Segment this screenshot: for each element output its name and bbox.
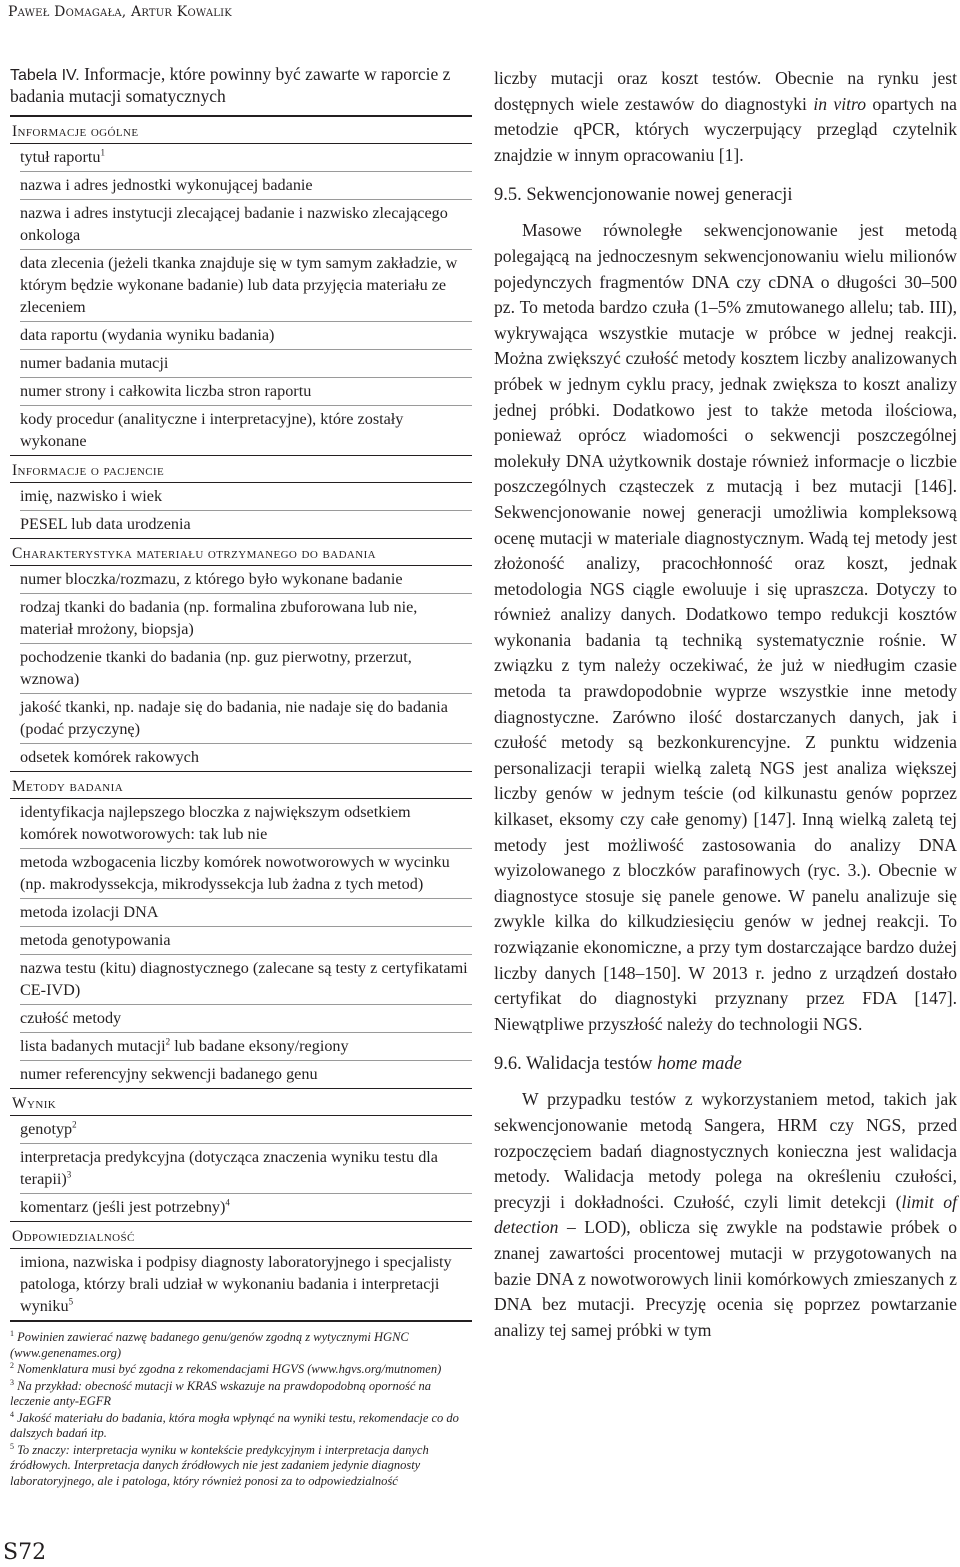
- table-caption-text: Informacje, które powinny być zawarte w raporcie z badania mutacji somatycznych: [10, 64, 451, 106]
- paragraph-ngs: Masowe równoległe sekwencjonowanie jest metodą polegającą na jednoczesnym sekwencjonowaniu wielu milionów pojedynczych fragmentów DNA czy cDNA o długości 30–500 pz. To metoda bardzo czuła (1–5% zmutowanego allelu; tab. III), wykrywająca wszystkie mutacje w próbce w jednej reakcji. Można zwiększyć czułość metody kosztem liczby analizowanych próbek w jednym cyklu pracy, jednak zwiększa to koszt analizy jednej próbki. Dodatkowo jest to także metoda ilościowa, ponieważ oprócz wiadomości o sekwencji poszczególnej molekuły DNA użytkownik dostaje również informacje o liczbie poszczególnych cząsteczek z mutacją i bez mutacji [146]. Sekwencjonowanie nowej generacji umożliwia kompleksową ocenę mutacji w materiale diagnostycznym. Wadą tej metody jest złożoność analizy, pracochłonność oraz koszt, jednak metodologia NGS ciągle ewoluuje i się upraszcza. Dotyczy to również analizy danych. Dodatkowo tempo redukcji kosztów wykonania badania tą techniką systematycznie rośnie. W związku z tym należy oczekiwać, że już w niedługim czasie metoda ta prawdopodobnie wyprze wszystkie inne metody diagnostyczne. Zarówno ilość dostarczanych danych, jak i czułość metody są bezkonkurencyjne. Z punktu widzenia personalizacji terapii wielką zaletą NGS jest analiza większej liczby genów w jednym teście (od kilkunastu genów poprzez kilkaset, eksomy czy całe genomy) [147]. Inną wielką zaletą tej metody jest możliwość zastosowania do analizy DNA wyizolowanego z bloczków parafinowych (ryc. 3.). Obecnie w diagnostyce stosuje się panele genowe. W panelu analizuje się zwykle kilka do kilkudziesięciu genów w jednej reakcji. To rozwiązanie ekonomiczne, a przy tym dostarczające bardzo dużej liczby danych [148–150]. W 2013 r. jedno z urządzeń dostało certyfikat do diagnostyki przyznany przez FDA [147]. Niewątpliwe przyszłość należy do technologii NGS.: [494, 220, 957, 1034]
- table-section-heading: Wynik: [12, 1095, 57, 1112]
- table-row: metoda izolacji DNA: [20, 899, 472, 927]
- paragraph-intro-text-b: opartych na metodzie qPCR, których wyczerpujący przegląd czytelnik znajdzie w innym opracowaniu [1].: [494, 93, 957, 165]
- footnote: $^3$ Na przykład: obecność mutacji w KRAS wskazuje na prawdopodobną oporność na leczenie anty-EGFR: [10, 1377, 431, 1408]
- paragraph-intro-text-a: liczby mutacji oraz koszt testów. Obecnie na rynku jest dostępnych wiele zestawów do diagnostyki: [494, 68, 957, 114]
- table-row: nazwa i adres instytucji zlecającej badanie i nazwisko zlecającego onkologa: [20, 200, 472, 250]
- section-heading-validation-text: 9.6. Walidacja testów: [494, 1054, 658, 1075]
- paragraph-intro-italic: in vitro: [813, 93, 867, 114]
- section-heading-validation-italic: home made: [657, 1054, 742, 1075]
- table-row: nazwa i adres jednostki wykonującej badanie: [20, 172, 472, 200]
- table-row: numer badania mutacji: [20, 350, 472, 378]
- paragraph-validation-text-a: W przypadku testów z wykorzystaniem metod, takich jak sekwencjonowanie metodą Sangera, HRM czy NGS, przed rozpoczęciem badań diagnostycznych konieczna jest walidacja metody. Walidacja metody polega na określeniu czułości, precyzji i dokładności. Czułość, czyli limit detekcji (: [494, 1089, 957, 1212]
- body-column: [494, 66, 957, 1343]
- table-section-heading: Informacje ogólne: [12, 123, 139, 140]
- table-row: data zlecenia (jeżeli tkanka znajduje się w tym samym zakładzie, w którym będzie wykonane badanie) lub data przyjęcia materiału ze zleceniem: [20, 250, 472, 322]
- table-section-heading: Charakterystyka materiału otrzymanego do badania: [12, 545, 377, 562]
- table-row: nazwa testu (kitu) diagnostycznego (zalecane są testy z certyfikatami CE-IVD): [20, 955, 472, 1005]
- table-section-items: [10, 483, 472, 538]
- table-row: imiona, nazwiska i podpisy diagnosty laboratoryjnego i specjalisty patologa, którzy brali udział w wykonaniu badania i interpretacji wyniku$^5$: [20, 1253, 452, 1315]
- table-bottom-rule: [10, 1320, 472, 1322]
- paragraph-intro: [494, 66, 957, 168]
- table-row: PESEL lub data urodzenia: [20, 515, 191, 533]
- table-section-heading: Metody badania: [12, 778, 124, 795]
- table-section-heading: Odpowiedzialność: [12, 1228, 135, 1245]
- section-heading-validation: [494, 1051, 957, 1077]
- table-row: tytuł raportu$^1$: [20, 144, 472, 172]
- table-row: imię, nazwisko i wiek: [20, 483, 472, 511]
- table-row: genotyp$^2$: [20, 1116, 472, 1144]
- table-row: kody procedur (analityczne i interpretacyjne), które zostały wykonane: [20, 410, 404, 450]
- table-sections: [10, 117, 472, 1320]
- page-number: S72: [3, 1540, 47, 1565]
- table-row: czułość metody: [20, 1005, 472, 1033]
- table-row: identyfikacja najlepszego bloczka z największym odsetkiem komórek nowotworowych: tak lub nie: [20, 799, 472, 849]
- table-section-items: [10, 1116, 472, 1221]
- footnote: $^1$ Powinien zawierać nazwę badanego genu/genów zgodną z wytycznymi HGNC (www.genenames.org): [10, 1328, 409, 1360]
- table-section-items: [10, 1249, 472, 1320]
- table-row: data raportu (wydania wyniku badania): [20, 322, 472, 350]
- table-row: metoda genotypowania: [20, 927, 472, 955]
- paragraph-validation: [494, 1087, 957, 1343]
- table-footnotes: [10, 1330, 472, 1489]
- table-row: numer bloczka/rozmazu, z którego było wykonane badanie: [20, 566, 472, 594]
- table-section-items: [10, 566, 472, 771]
- table-iv: [10, 64, 472, 1490]
- table-row: lista badanych mutacji$^2$ lub badane eksony/regiony: [20, 1033, 472, 1061]
- section-heading-ngs: 9.5. Sekwencjonowanie nowej generacji: [494, 185, 793, 206]
- table-row: numer referencyjny sekwencji badanego genu: [20, 1065, 318, 1083]
- table-row: jakość tkanki, np. nadaje się do badania, nie nadaje się do badania (podać przyczynę): [20, 694, 472, 744]
- table-caption-label: Tabela IV.: [10, 67, 80, 84]
- table-caption: [10, 64, 472, 107]
- paragraph-validation-italic: limit of detection: [494, 1191, 957, 1238]
- table-row: rodzaj tkanki do badania (np. formalina zbuforowana lub nie, materiał mrożony, biopsja): [20, 594, 472, 644]
- table-row: pochodzenie tkanki do badania (np. guz pierwotny, przerzut, wznowa): [20, 644, 472, 694]
- footnote: $^5$ To znaczy: interpretacja wyniku w kontekście predykcyjnym i interpretacja danych źródłowych. Interpretacja danych źródłowych nie jest zadaniem jedynie diagnosty laboratoryjnego, ale i patologa, który również ponosi za to odpowiedzialność: [10, 1441, 429, 1488]
- table-section-items: [10, 144, 472, 455]
- table-section-heading: Informacje o pacjencie: [12, 462, 165, 479]
- footnote: $^2$ Nomenklatura musi być zgodna z rekomendacjami HGVS (www.hgvs.org/mutnomen): [10, 1360, 442, 1376]
- running-head-authors: Paweł Domagała, Artur Kowalik: [8, 4, 232, 20]
- table-row: komentarz (jeśli jest potrzebny)$^4$: [20, 1197, 230, 1216]
- paragraph-validation-text-b: – LOD), oblicza się zwykle na podstawie próbek o znanej zawartości procentowej mutacji w przygotowanych na bazie DNA z nowotworowych linii komórkowych zmieszanych z DNA bez mutacji. Precyzję ocenia się poprzez powtarzanie analizy tej samej próbki w tym: [494, 1217, 957, 1340]
- table-row: numer strony i całkowita liczba stron raportu: [20, 378, 472, 406]
- footnote: $^4$ Jakość materiału do badania, która mogła wpłynąć na wyniki testu, rekomendacje co do dalszych badań itp.: [10, 1409, 459, 1440]
- table-row: metoda wzbogacenia liczby komórek nowotworowych w wycinku (np. makrodyssekcja, mikrodyssekcja lub żadna z tych metod): [20, 849, 472, 899]
- table-section-items: [10, 799, 472, 1088]
- table-row: odsetek komórek rakowych: [20, 748, 199, 766]
- table-row: interpretacja predykcyjna (dotycząca znaczenia wyniku testu dla terapii)$^3$: [20, 1144, 472, 1194]
